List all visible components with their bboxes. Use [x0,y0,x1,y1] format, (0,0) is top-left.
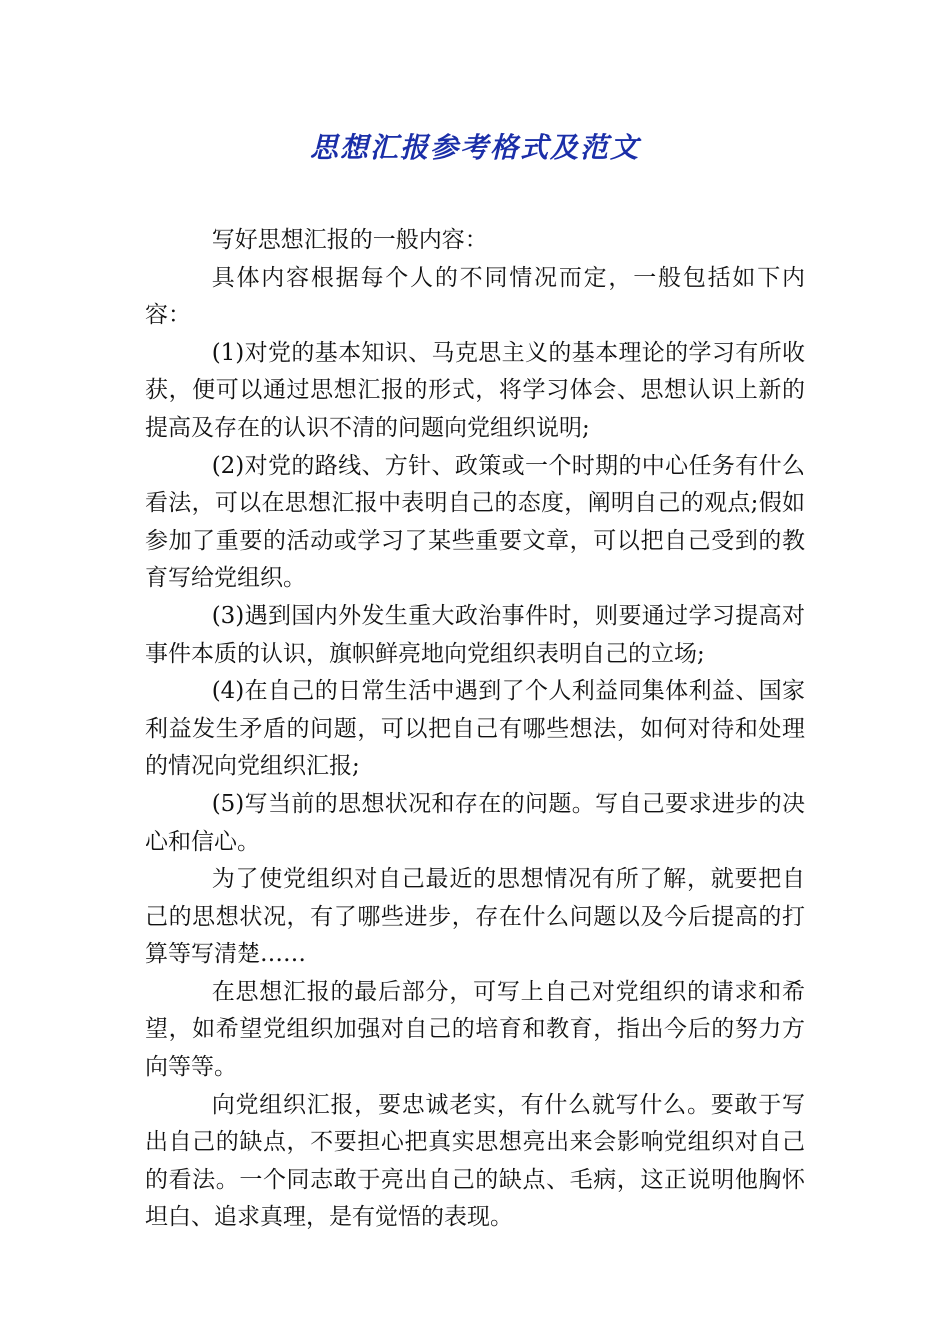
document-body [145,222,805,1237]
paragraph-intro-heading: 写好思想汇报的一般内容： [211,227,488,253]
paragraph-purpose: 为了使党组织对自己最近的思想情况有所了解，就要把自己的思想状况，有了哪些进步，存在什么问题以及今后提高的打算等写清楚…… [145,866,805,968]
paragraph-item-4: (4)在自己的日常生活中遇到了个人利益同集体利益、国家利益发生矛盾的问题，可以把自己有哪些想法，如何对待和处理的情况向党组织汇报; [145,678,805,780]
paragraph-item-5: (5)写当前的思想状况和存在的问题。写自己要求进步的决心和信心。 [145,790,805,855]
paragraph-honesty: 向党组织汇报，要忠诚老实，有什么就写什么。要敢于写出自己的缺点，不要担心把真实思想亮出来会影响党组织对自己的看法。一个同志敢于亮出自己的缺点、毛病，这正说明他胸怀坦白、追求真理，是有觉悟的表现。 [145,1091,805,1231]
document-title: 思想汇报参考格式及范文 [309,131,640,164]
paragraph-intro: 具体内容根据每个人的不同情况而定，一般包括如下内容： [145,264,805,329]
paragraph-closing-part: 在思想汇报的最后部分，可写上自己对党组织的请求和希望，如希望党组织加强对自己的培育和教育，指出今后的努力方向等等。 [145,978,805,1081]
paragraph-item-2: (2)对党的路线、方针、政策或一个时期的中心任务有什么看法，可以在思想汇报中表明自己的态度，阐明自己的观点;假如参加了重要的活动或学习了某些重要文章，可以把自己受到的教育写给党组织。 [145,452,805,592]
paragraph-item-3: (3)遇到国内外发生重大政治事件时，则要通过学习提高对事件本质的认识，旗帜鲜亮地向党组织表明自己的立场; [145,602,805,667]
paragraph-item-1: (1)对党的基本知识、马克思主义的基本理论的学习有所收获，便可以通过思想汇报的形式，将学习体会、思想认识上新的提高及存在的认识不清的问题向党组织说明; [145,339,805,441]
